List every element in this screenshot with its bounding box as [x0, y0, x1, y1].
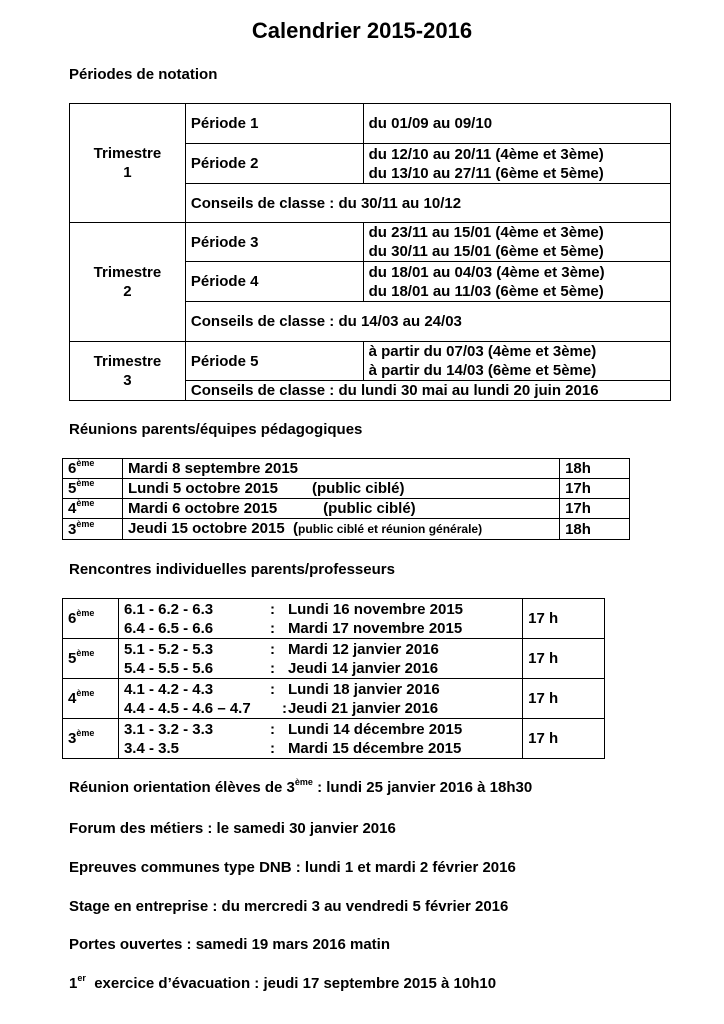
- encounter-time: 17 h: [523, 679, 605, 719]
- encounter-schedule: 6.1 - 6.2 - 6.3 : Lundi 16 novembre 2015 6.4 - 6.5 - 6.6 : Mardi 17 novembre 2015: [118, 599, 522, 639]
- grade-cell: 4ème: [63, 679, 119, 719]
- period-name: Période 1: [185, 104, 363, 144]
- table-row: [63, 519, 630, 540]
- grade-cell: 6ème: [63, 459, 123, 479]
- table-row: [63, 719, 605, 759]
- encounter-schedule: 4.1 - 4.2 - 4.3 : Lundi 18 janvier 2016 4.4 - 4.5 - 4.6 – 4.7 :Jeudi 21 janvier 2016: [118, 679, 522, 719]
- conseils-de-classe: Conseils de classe : du 14/03 au 24/03: [185, 302, 670, 342]
- grade-cell: 3ème: [63, 719, 119, 759]
- trimester-label: Trimestre 2: [70, 223, 186, 342]
- period-name: Période 3: [185, 223, 363, 262]
- grade-cell: 5ème: [63, 639, 119, 679]
- grade-cell: 4ème: [63, 499, 123, 519]
- table-row: [63, 599, 605, 639]
- grade-cell: 5ème: [63, 479, 123, 499]
- period-dates: du 23/11 au 15/01 (4ème et 3ème) du 30/11 au 15/01 (6ème et 5ème): [363, 223, 670, 262]
- meeting-date: Mardi 8 septembre 2015: [122, 459, 559, 479]
- meeting-time: 17h: [560, 499, 630, 519]
- period-name: Période 5: [185, 342, 363, 381]
- event-evacuation: 1er exercice d’évacuation : jeudi 17 septembre 2015 à 10h10: [69, 973, 497, 992]
- meetings-table: [62, 458, 630, 540]
- period-dates: du 12/10 au 20/11 (4ème et 3ème) du 13/10 au 27/11 (6ème et 5ème): [363, 144, 670, 184]
- trimester-label: Trimestre 3: [70, 342, 186, 401]
- meeting-date: Jeudi 15 octobre 2015 (public ciblé et réunion générale): [122, 519, 559, 540]
- meeting-time: 18h: [560, 459, 630, 479]
- event-epreuves: Epreuves communes type DNB : lundi 1 et mardi 2 février 2016: [69, 859, 516, 876]
- table-row: [63, 479, 630, 499]
- event-forum: Forum des métiers : le samedi 30 janvier 2016: [69, 820, 396, 837]
- encounters-grid: [62, 598, 605, 759]
- periods-table: [69, 103, 671, 401]
- trimester-label: Trimestre 1: [70, 104, 186, 223]
- period-dates: du 01/09 au 09/10: [363, 104, 670, 144]
- grade-cell: 6ème: [63, 599, 119, 639]
- period-dates: à partir du 07/03 (4ème et 3ème) à partir du 14/03 (6ème et 5ème): [363, 342, 670, 381]
- table-row: [70, 223, 671, 262]
- table-row: [70, 342, 671, 381]
- meeting-time: 17h: [560, 479, 630, 499]
- period-name: Période 4: [185, 262, 363, 302]
- table-row: [63, 679, 605, 719]
- period-name: Période 2: [185, 144, 363, 184]
- table-row: [70, 104, 671, 144]
- periods-heading: Périodes de notation: [69, 66, 218, 83]
- table-row: [63, 639, 605, 679]
- encounter-time: 17 h: [523, 719, 605, 759]
- table-row: [63, 459, 630, 479]
- conseils-de-classe: Conseils de classe : du lundi 30 mai au lundi 20 juin 2016: [185, 381, 670, 401]
- grade-cell: 3ème: [63, 519, 123, 540]
- encounter-schedule: 3.1 - 3.2 - 3.3 : Lundi 14 décembre 2015 3.4 - 3.5 : Mardi 15 décembre 2015: [118, 719, 522, 759]
- event-stage: Stage en entreprise : du mercredi 3 au vendredi 5 février 2016: [69, 898, 509, 915]
- page-title: Calendrier 2015-2016: [251, 18, 473, 43]
- period-dates: du 18/01 au 04/03 (4ème et 3ème) du 18/01 au 11/03 (6ème et 5ème): [363, 262, 670, 302]
- event-portes-ouvertes: Portes ouvertes : samedi 19 mars 2016 matin: [69, 936, 390, 953]
- encounter-time: 17 h: [523, 639, 605, 679]
- meetings-heading: Réunions parents/équipes pédagogiques: [69, 421, 363, 438]
- encounters-heading: Rencontres individuelles parents/professeurs: [69, 561, 395, 578]
- meeting-date: Lundi 5 octobre 2015 (public ciblé): [122, 479, 559, 499]
- conseils-de-classe: Conseils de classe : du 30/11 au 10/12: [185, 184, 670, 223]
- meeting-time: 18h: [560, 519, 630, 540]
- meeting-date: Mardi 6 octobre 2015 (public ciblé): [122, 499, 559, 519]
- table-row: [63, 499, 630, 519]
- encounter-schedule: 5.1 - 5.2 - 5.3 : Mardi 12 janvier 2016 5.4 - 5.5 - 5.6 : Jeudi 14 janvier 2016: [118, 639, 522, 679]
- event-orientation: Réunion orientation élèves de 3ème : lundi 25 janvier 2016 à 18h30: [69, 777, 533, 796]
- encounter-time: 17 h: [523, 599, 605, 639]
